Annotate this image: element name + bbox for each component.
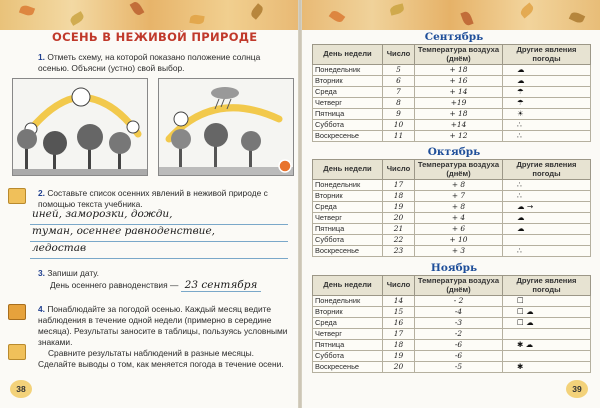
date-cell[interactable]: 15 — [383, 307, 415, 318]
day-cell: Вторник — [313, 307, 383, 318]
task-3-number: 3. — [38, 268, 45, 278]
date-cell[interactable]: 7 — [383, 87, 415, 98]
day-cell: Четверг — [313, 213, 383, 224]
task-1-number: 1. — [38, 52, 45, 62]
header-other: Другие явления погоды — [503, 276, 591, 296]
temp-cell[interactable]: -6 — [415, 340, 503, 351]
table-row — [313, 307, 591, 318]
table-row — [313, 351, 591, 362]
page-number-right: 39 — [566, 380, 588, 398]
table-row — [313, 340, 591, 351]
date-cell[interactable]: 18 — [383, 340, 415, 351]
table-row — [313, 180, 591, 191]
table-row — [313, 318, 591, 329]
table-row — [313, 131, 591, 142]
task-2-text: Составьте список осенних явлений в неживой природе с помощью текста учебника. — [38, 188, 268, 209]
header-day: День недели — [313, 160, 383, 180]
notebook-icon — [8, 344, 26, 360]
date-cell[interactable]: 11 — [383, 131, 415, 142]
table-row — [313, 329, 591, 340]
temp-cell[interactable]: -2 — [415, 329, 503, 340]
task-3 — [38, 268, 288, 279]
weather-symbol-cell[interactable] — [503, 235, 591, 246]
temp-cell[interactable]: + 10 — [415, 235, 503, 246]
header-temp: Температура воздуха (днём) — [415, 45, 503, 65]
table-row — [313, 246, 591, 257]
weather-symbol-cell[interactable]: ☁ — [503, 224, 591, 235]
observation-icon — [8, 304, 26, 320]
table-row — [313, 98, 591, 109]
weather-symbol-cell[interactable]: ☁ → — [503, 202, 591, 213]
day-cell: Среда — [313, 318, 383, 329]
answer-line[interactable]: ледостав — [30, 242, 288, 259]
temp-cell[interactable]: + 18 — [415, 65, 503, 76]
weather-symbol-cell[interactable]: ☐ — [503, 296, 591, 307]
table-row — [313, 76, 591, 87]
date-cell[interactable]: 23 — [383, 246, 415, 257]
day-cell: Понедельник — [313, 296, 383, 307]
header-temp: Температура воздуха (днём) — [415, 160, 503, 180]
weather-symbol-cell[interactable]: ☁ — [503, 65, 591, 76]
weather-symbol-cell[interactable] — [503, 329, 591, 340]
weather-symbol-cell[interactable]: ∴ — [503, 191, 591, 202]
day-cell: Понедельник — [313, 180, 383, 191]
header-other: Другие явления погоды — [503, 160, 591, 180]
task-3-answer-row — [50, 280, 288, 291]
book-icon — [8, 188, 26, 204]
task-3-answer[interactable]: 23 сентября — [181, 279, 262, 292]
table-row — [313, 213, 591, 224]
table-row — [313, 235, 591, 246]
day-cell: Среда — [313, 87, 383, 98]
weather-symbol-cell[interactable]: ✱ ☁ — [503, 340, 591, 351]
header-date: Число — [383, 276, 415, 296]
weather-symbol-cell[interactable]: ☐ ☁ — [503, 318, 591, 329]
temp-cell[interactable]: + 8 — [415, 202, 503, 213]
month-title: Сентябрь — [424, 31, 484, 43]
temp-cell[interactable]: + 6 — [415, 224, 503, 235]
temp-cell[interactable]: + 18 — [415, 109, 503, 120]
month-title: Ноябрь — [430, 262, 478, 274]
table-row — [313, 109, 591, 120]
weather-symbol-cell[interactable]: ☐ ☁ — [503, 307, 591, 318]
weather-symbol-cell[interactable]: ☁ — [503, 213, 591, 224]
task-3-text: Запиши дату. — [47, 268, 99, 278]
weather-symbol-cell[interactable]: ✱ — [503, 362, 591, 373]
header-date: Число — [383, 160, 415, 180]
day-cell: Вторник — [313, 76, 383, 87]
temp-cell[interactable]: + 4 — [415, 213, 503, 224]
date-cell[interactable]: 21 — [383, 224, 415, 235]
day-cell: Четверг — [313, 98, 383, 109]
temp-cell[interactable]: -3 — [415, 318, 503, 329]
temp-cell[interactable]: - 2 — [415, 296, 503, 307]
task-4-text: Понаблюдайте за погодой осенью. Каждый месяц ведите наблюдения в течение одной недели (примерно в середине месяца). Результаты заносите в таблицы, пользуясь условными знаками. — [38, 304, 288, 347]
date-cell[interactable]: 9 — [383, 109, 415, 120]
table-row — [313, 87, 591, 98]
autumn-landscape-illustration — [159, 79, 294, 176]
weather-symbol-cell[interactable]: ☂ — [503, 87, 591, 98]
temp-cell[interactable]: + 16 — [415, 76, 503, 87]
table-row — [313, 65, 591, 76]
day-cell: Суббота — [313, 120, 383, 131]
scheme-summer[interactable] — [12, 78, 148, 176]
table-header-row — [313, 276, 591, 296]
date-cell[interactable]: 8 — [383, 98, 415, 109]
temp-cell[interactable]: + 3 — [415, 246, 503, 257]
day-cell: Воскресенье — [313, 131, 383, 142]
table-row — [313, 224, 591, 235]
page-title: ОСЕНЬ В НЕЖИВОЙ ПРИРОДЕ — [52, 30, 258, 44]
sun-position-schemes — [12, 78, 294, 176]
date-cell[interactable]: 20 — [383, 362, 415, 373]
date-cell[interactable]: 5 — [383, 65, 415, 76]
temp-cell[interactable]: + 7 — [415, 191, 503, 202]
task-1 — [38, 52, 288, 74]
header-other: Другие явления погоды — [503, 45, 591, 65]
day-cell: Суббота — [313, 351, 383, 362]
weather-table-november — [312, 275, 591, 373]
temp-cell[interactable]: + 14 — [415, 87, 503, 98]
day-cell: Вторник — [313, 191, 383, 202]
table-header-row — [313, 160, 591, 180]
page-number-left: 38 — [10, 380, 32, 398]
temp-cell[interactable]: -5 — [415, 362, 503, 373]
weather-table-october — [312, 159, 591, 257]
book-gutter — [298, 0, 302, 408]
task-3-prompt: День осеннего равноденствия — — [50, 280, 179, 290]
weather-symbol-cell[interactable]: ∴ — [503, 180, 591, 191]
day-cell: Пятница — [313, 224, 383, 235]
task-4 — [38, 304, 288, 348]
day-cell: Воскресенье — [313, 362, 383, 373]
table-row — [313, 191, 591, 202]
date-cell[interactable]: 19 — [383, 202, 415, 213]
date-cell[interactable]: 20 — [383, 213, 415, 224]
header-date: Число — [383, 45, 415, 65]
task-4-number: 4. — [38, 304, 45, 314]
temp-cell[interactable]: +14 — [415, 120, 503, 131]
weather-symbol-cell[interactable]: ☁ — [503, 76, 591, 87]
table-header-row — [313, 45, 591, 65]
header-day: День недели — [313, 45, 383, 65]
selected-mark-icon — [279, 160, 291, 172]
date-cell[interactable]: 19 — [383, 351, 415, 362]
header-temp: Температура воздуха (днём) — [415, 276, 503, 296]
date-cell[interactable]: 18 — [383, 191, 415, 202]
scheme-autumn[interactable] — [158, 78, 294, 176]
task-2 — [38, 188, 288, 210]
task-2-number: 2. — [38, 188, 45, 198]
weather-table-september — [312, 44, 591, 142]
day-cell: Пятница — [313, 109, 383, 120]
weather-symbol-cell[interactable]: ∴ — [503, 131, 591, 142]
answer-line[interactable]: иней, заморозки, дожди, — [30, 208, 288, 225]
temp-cell[interactable]: -6 — [415, 351, 503, 362]
temp-cell[interactable]: + 8 — [415, 180, 503, 191]
weather-symbol-cell[interactable]: ☀ — [503, 109, 591, 120]
table-row — [313, 202, 591, 213]
table-row — [313, 362, 591, 373]
weather-symbol-cell[interactable]: ∴ — [503, 120, 591, 131]
task-1-text: Отметь схему, на которой показано положение солнца осенью. Объясни (устно) свой выбор. — [38, 52, 261, 73]
answer-line[interactable]: туман, осеннее равноденствие, — [30, 225, 288, 242]
date-cell[interactable]: 10 — [383, 120, 415, 131]
task-2-answer-lines — [30, 208, 288, 259]
month-title: Октябрь — [427, 146, 481, 158]
date-cell[interactable]: 17 — [383, 180, 415, 191]
weather-symbol-cell[interactable]: ∴ — [503, 246, 591, 257]
temp-cell[interactable]: + 12 — [415, 131, 503, 142]
day-cell: Пятница — [313, 340, 383, 351]
date-cell[interactable]: 22 — [383, 235, 415, 246]
date-cell[interactable]: 16 — [383, 318, 415, 329]
temp-cell[interactable]: -4 — [415, 307, 503, 318]
day-cell: Воскресенье — [313, 246, 383, 257]
weather-symbol-cell[interactable] — [503, 351, 591, 362]
temp-cell[interactable]: +19 — [415, 98, 503, 109]
date-cell[interactable]: 14 — [383, 296, 415, 307]
date-cell[interactable]: 6 — [383, 76, 415, 87]
day-cell: Понедельник — [313, 65, 383, 76]
header-day: День недели — [313, 276, 383, 296]
date-cell[interactable]: 17 — [383, 329, 415, 340]
day-cell: Четверг — [313, 329, 383, 340]
table-row — [313, 120, 591, 131]
weather-symbol-cell[interactable]: ☂ — [503, 98, 591, 109]
day-cell: Среда — [313, 202, 383, 213]
summer-landscape-illustration — [13, 79, 148, 176]
day-cell: Суббота — [313, 235, 383, 246]
table-row — [313, 296, 591, 307]
task-4-text-2: Сравните результаты наблюдений в разные месяцы. Сделайте выводы о том, как меняется погода в течение осени. — [38, 348, 284, 369]
